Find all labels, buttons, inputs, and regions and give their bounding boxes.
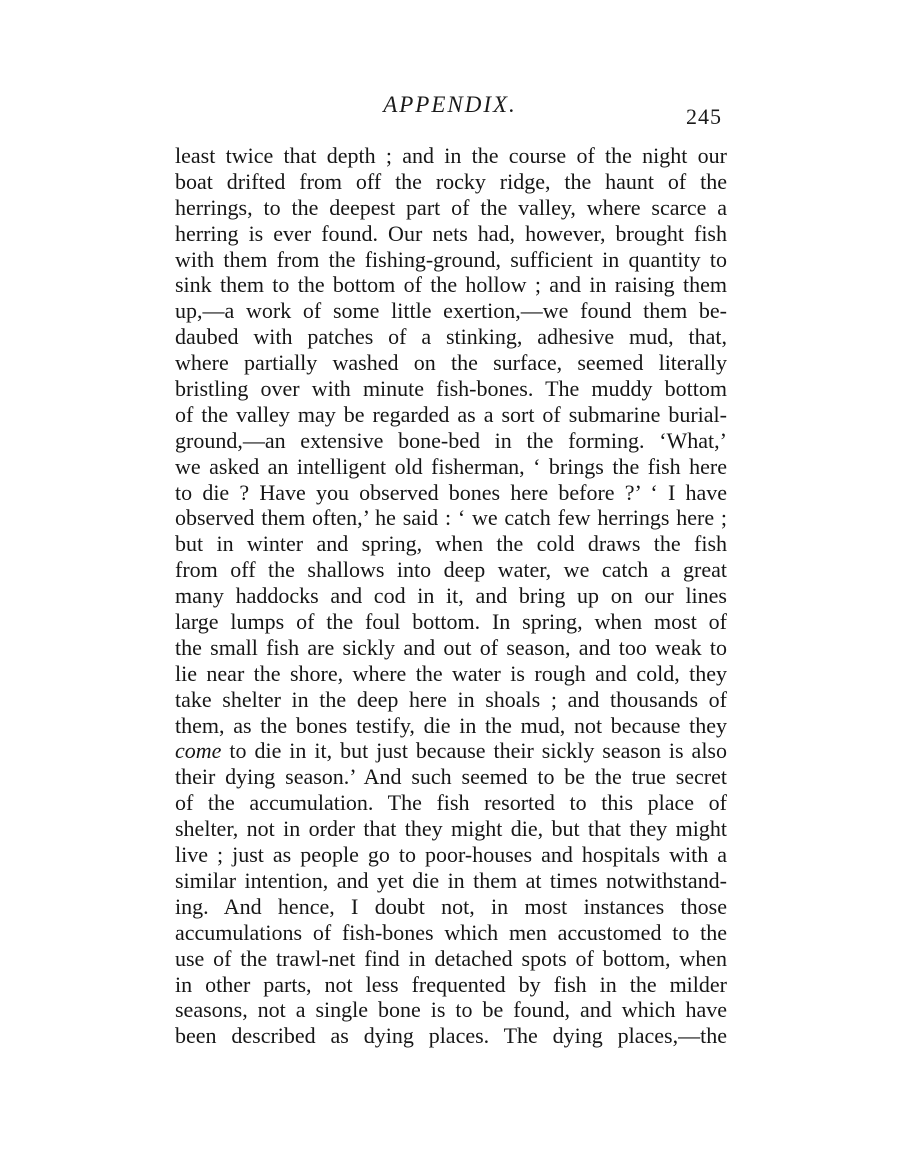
- text-line: their dying season.’ And such seemed to be the true secret: [175, 764, 727, 790]
- text-line: of the accumulation. The fish resorted to this place of: [175, 790, 727, 816]
- text-line: use of the trawl-net find in detached spots of bottom, when: [175, 945, 727, 971]
- running-head-title: APPENDIX.: [383, 92, 517, 117]
- text-line: of the valley may be regarded as a sort of submarine burial-: [175, 401, 727, 427]
- text-line: in other parts, not less frequented by fish in the milder: [175, 971, 727, 997]
- text-line: ing. And hence, I doubt not, in most instances those: [175, 893, 727, 919]
- text-line-rest: to die in it, but just because their sickly season is also: [221, 738, 727, 764]
- text-line: take shelter in the deep here in shoals ; and thousands of: [175, 686, 727, 712]
- text-line: many haddocks and cod in it, and bring up on our lines: [175, 583, 727, 609]
- text-line: least twice that depth ; and in the course of the night our: [175, 143, 727, 168]
- text-line: lie near the shore, where the water is rough and cold, they: [175, 660, 727, 686]
- text-line: up,—a work of some little exertion,—we found them be-: [175, 298, 727, 324]
- text-line: with them from the fishing-ground, sufficient in quantity to: [175, 246, 727, 272]
- text-line: them, as the bones testify, die in the mud, not because they: [175, 712, 727, 738]
- text-line: daubed with patches of a stinking, adhesive mud, that,: [175, 324, 727, 350]
- text-line: sink them to the bottom of the hollow ; and in raising them: [175, 272, 727, 298]
- text-line: to die ? Have you observed bones here before ?’ ‘ I have: [175, 479, 727, 505]
- text-line: where partially washed on the surface, seemed literally: [175, 350, 727, 376]
- body-text: [175, 143, 727, 1049]
- text-line: but in winter and spring, when the cold draws the fish: [175, 531, 727, 557]
- text-line: shelter, not in order that they might die, but that they might: [175, 816, 727, 842]
- text-line: the small fish are sickly and out of season, and too weak to: [175, 634, 727, 660]
- text-line: ground,—an extensive bone-bed in the forming. ‘What,’: [175, 427, 727, 453]
- text-line: boat drifted from off the rocky ridge, the haunt of the: [175, 168, 727, 194]
- running-header: [0, 92, 900, 132]
- text-line: [175, 738, 727, 764]
- text-line: we asked an intelligent old fisherman, ‘ brings the fish here: [175, 453, 727, 479]
- text-line: from off the shallows into deep water, we catch a great: [175, 557, 727, 583]
- text-line: accumulations of fish-bones which men accustomed to the: [175, 919, 727, 945]
- text-line: large lumps of the foul bottom. In spring, when most of: [175, 609, 727, 635]
- page-number: 245: [686, 104, 722, 129]
- text-line: bristling over with minute fish-bones. The muddy bottom: [175, 376, 727, 402]
- text-line: herrings, to the deepest part of the valley, where scarce a: [175, 194, 727, 220]
- text-line: seasons, not a single bone is to be found, and which have: [175, 997, 727, 1023]
- text-line: similar intention, and yet die in them at times notwithstand-: [175, 867, 727, 893]
- text-line: observed them often,’ he said : ‘ we catch few herrings here ;: [175, 505, 727, 531]
- text-line: herring is ever found. Our nets had, however, brought fish: [175, 220, 727, 246]
- text-line: live ; just as people go to poor-houses and hospitals with a: [175, 842, 727, 868]
- text-line: been described as dying places. The dying places,—the: [175, 1023, 727, 1049]
- italic-word: come: [175, 738, 222, 764]
